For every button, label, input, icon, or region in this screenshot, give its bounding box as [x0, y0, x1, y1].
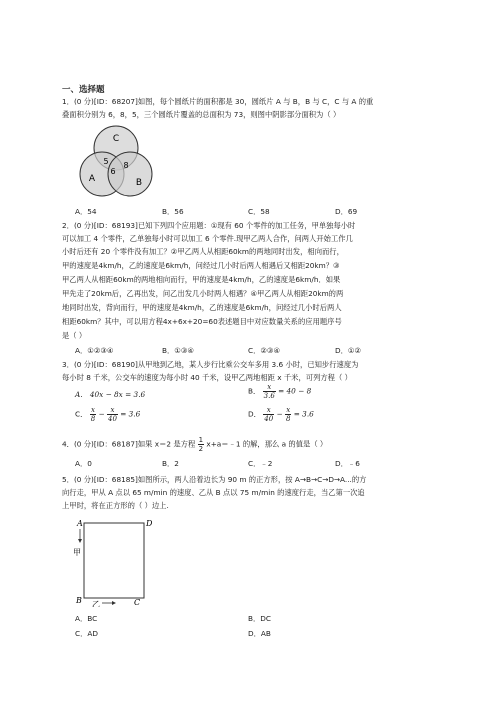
- q4-option-a: A．0: [75, 459, 92, 468]
- q1-option-b: B．56: [162, 207, 184, 216]
- q3-option-b: B． $\frac{x}{3.6}$ = 40 − 8: [248, 383, 312, 400]
- label-c: C: [112, 134, 120, 144]
- venn-diagram: [72, 124, 160, 204]
- vertex-a: A: [77, 519, 83, 528]
- vertex-d: D: [146, 519, 152, 528]
- q4-option-b: B．2: [162, 459, 179, 468]
- q5-option-c: C．AD: [75, 629, 99, 638]
- vertex-c: C: [134, 598, 141, 607]
- q1-option-c: C．58: [248, 207, 270, 216]
- q4-line: 4．(0 分)[ID：68187]如果 x＝2 是方程 $\frac{1}{2}$ x+a＝﹣1 的解，那么 a 的值是（ ）: [62, 436, 328, 453]
- square-route-figure: [72, 515, 152, 607]
- q3-line-2: 每小时 8 千米，公交车的速度为每小时 40 千米，设甲乙两地相距 x 千米，可列方程（ ）: [62, 373, 352, 382]
- q2-option-c: C．②③④: [248, 346, 281, 355]
- q2-line-6: 甲先走了20km后，乙再出发，问乙出发几小时两人相遇？④甲乙两人从相距20km的两: [62, 289, 344, 298]
- label-yi: 乙: [92, 600, 100, 607]
- q3-option-c: C． $\frac{x}{8}$ − $\frac{x}{40}$ = 3.6: [75, 406, 141, 423]
- q1-line-2: 叠面积分别为 6，8，5，三个圆纸片覆盖的总面积为 73，则图中阴影部分面积为（ ）: [62, 110, 341, 119]
- yi-arrowhead: [112, 601, 116, 605]
- q2-line-5: 甲乙两人从相距60km的两地相向而行，甲的速度是4km/h，乙的速度是6km/h．如果: [62, 275, 341, 284]
- vertex-b: B: [76, 596, 82, 605]
- q2-line-2: 可以加工 4 个零件，乙单独每小时可以加工 6 个零件.现甲乙两人合作，问两人开始工作几: [62, 234, 353, 243]
- label-b: B: [135, 178, 143, 188]
- section-title: 一、选择题: [62, 85, 105, 95]
- q4-option-d: D．﹣6: [335, 459, 360, 468]
- q2-line-8: 相距60km？其中，可以用方程4x+6x+20=60表述题目中对应数量关系的应用题序号: [62, 317, 342, 326]
- q2-option-a: A．①②③④: [75, 346, 114, 355]
- q1-option-d: D．69: [335, 207, 358, 216]
- q3-option-a: A． 40x − 8x = 3.6: [75, 390, 146, 399]
- q2-line-3: 小时后还有 20 个零件没有加工？②甲乙两人从相距60km的两地同时出发，相向而行，: [62, 247, 344, 256]
- q1-line-1: 1．(0 分)[ID：68207]如图，每个圆纸片的面积都是 30，圆纸片 A 与 B，B 与 C，C 与 A 的重: [62, 97, 374, 106]
- q5-line-2: 向行走，甲从 A 点以 65 m/min 的速度、乙从 B 点以 75 m/min 的速度行走，当乙第一次追: [62, 488, 365, 497]
- q3-option-d: D． $\frac{x}{40}$ − $\frac{x}{8}$ = 3.6: [248, 406, 314, 423]
- q2-option-d: D．①②: [335, 346, 361, 355]
- q5-option-b: B．DC: [248, 614, 272, 623]
- q2-option-b: B．①③④: [162, 346, 194, 355]
- q5-line-3: 上甲时，将在正方形的（ ）边上.: [62, 501, 169, 510]
- label-a: A: [88, 174, 96, 184]
- q2-line-7: 地同时出发，背向而行，甲的速度是4km/h，乙的速度是6km/h，问经过几小时后两人: [62, 303, 342, 312]
- q5-option-a: A．BC: [75, 614, 98, 623]
- overlap-bc-value: 8: [123, 161, 129, 170]
- q3-line-1: 3．(0 分)[ID：68190]从甲地到乙地，某人步行比乘公交车多用 3.6 小时，已知步行速度为: [62, 360, 359, 369]
- q5-line-1: 5．(0 分)[ID：68185]如图所示，两人沿着边长为 90 m 的正方形，按 A→B→C→D→A...的方: [62, 475, 367, 484]
- jia-arrowhead: [78, 539, 82, 543]
- overlap-ab-value: 6: [110, 167, 116, 176]
- q2-line-9: 是（ ）: [62, 331, 87, 340]
- square: [84, 523, 144, 598]
- overlap-ca-value: 5: [103, 157, 109, 166]
- q4-option-c: C．﹣2: [248, 459, 273, 468]
- q5-option-d: D．AB: [248, 629, 271, 638]
- q2-line-4: 甲的速度是4km/h，乙的速度是6km/h，问经过几小时后两人相遇后又相距20km？③: [62, 261, 340, 270]
- label-jia: 甲: [73, 548, 81, 557]
- q2-line-1: 2．(0 分)[ID：68193]已知下列四个应用题：①现有 60 个零件的加工任务，甲单独每小时: [62, 221, 356, 230]
- q1-option-a: A．54: [75, 207, 97, 216]
